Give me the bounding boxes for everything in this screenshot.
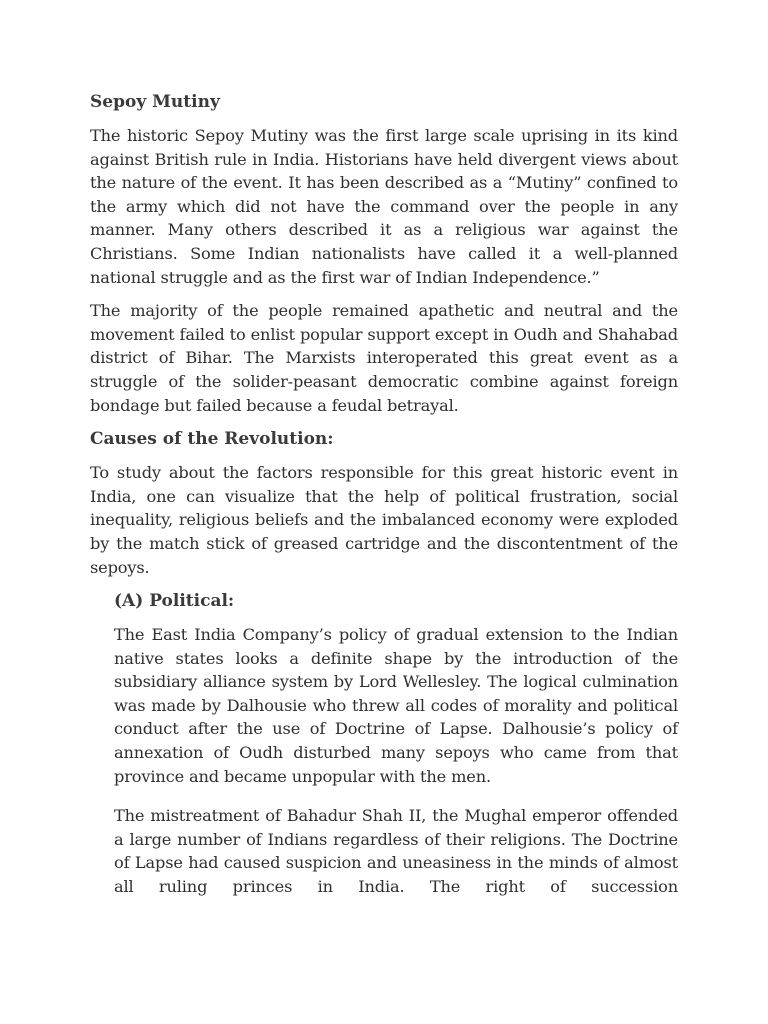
document-page — [90, 90, 678, 909]
causes-paragraph: To study about the factors responsible for this great historic event in India, one can visualize that the help of political frustration, social inequality, religious beliefs and the imbalanced economy were exploded by the match stick of greased cartridge and the discontentment of the sepoys. — [90, 463, 678, 577]
document-title: Sepoy Mutiny — [90, 92, 220, 112]
causes-heading: Causes of the Revolution: — [90, 429, 334, 450]
political-heading: (A) Political: — [114, 591, 235, 612]
political-paragraph-1: The East India Company’s policy of gradual extension to the Indian native states looks a definite shape by the introduction of the subsidiary alliance system by Lord Wellesley. The logical culmination was made by Dalhousie who threw all codes of morality and political conduct after the use of Doctrine of Lapse. Dalhousie’s policy of annexation of Oudh disturbed many sepoys who came from that province and became unpopular with the men. — [114, 625, 678, 786]
political-section — [114, 589, 678, 899]
intro-paragraph-1: The historic Sepoy Mutiny was the first large scale uprising in its kind against British rule in India. Historians have held divergent views about the nature of the event. It has been described as a “Mutiny” confined to the army which did not have the command over the people in any manner. Many others described it as a religious war against the Christians. Some Indian nationalists have called it a well-planned national struggle and as the first war of Indian Independence.” — [90, 126, 678, 287]
political-paragraph-2: The mistreatment of Bahadur Shah II, the Mughal emperor offended a large number of Indians regardless of their religions. The Doctrine of Lapse had caused suspicion and uneasiness in the minds of almost all ruling princes in India. The right of succession — [114, 806, 678, 897]
intro-paragraph-2: The majority of the people remained apathetic and neutral and the movement failed to enlist popular support except in Oudh and Shahabad district of Bihar. The Marxists interoperated this great event as a struggle of the solider-peasant democratic combine against foreign bondage but failed because a feudal betrayal. — [90, 301, 678, 415]
